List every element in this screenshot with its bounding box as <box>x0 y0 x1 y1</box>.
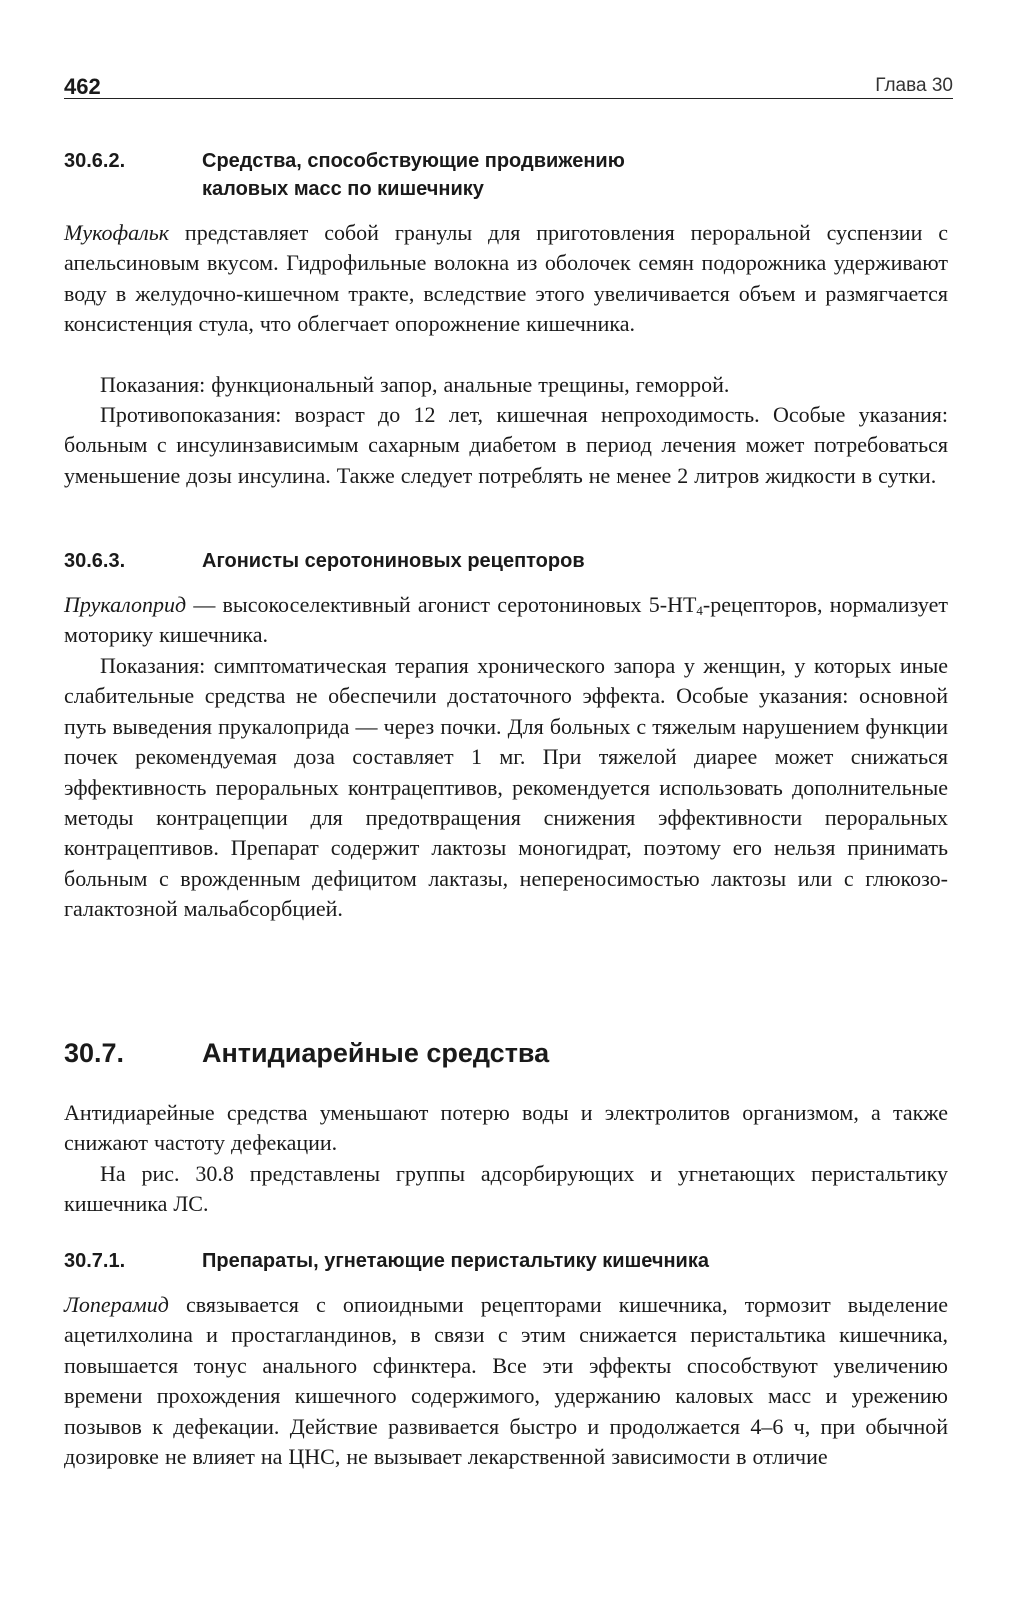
drug-name: Лоперамид <box>64 1292 169 1317</box>
paragraph-text: — высокоселективный агонист серотониновых 5-HT <box>186 592 697 617</box>
subscript: 4 <box>696 603 703 618</box>
paragraph-prucalopride <box>64 590 948 651</box>
section-number: 30.6.2. <box>64 150 126 172</box>
section-number: 30.7. <box>64 1038 125 1068</box>
section-title-line-1: Средства, способствующие продвижению <box>202 150 625 172</box>
section-title-line-2: каловых масс по кишечнику <box>202 178 484 200</box>
chapter-label: Глава 30 <box>875 75 953 96</box>
paragraph-text: -рецепторов, нормализует моторику кишечника. <box>64 592 948 648</box>
section-title: Антидиарейные средства <box>202 1038 550 1068</box>
paragraph-text: представляет собой гранулы для приготовления пероральной суспензии с апельсиновым вкусом. Гидрофильные волокна из оболочек семян подорожника удерживают воду в желудочно-кишечном тракте, вследствие этого увеличивается объем и размягчается консистенция стула, что облегчает опорожнение кишечника. <box>64 220 948 337</box>
paragraph-loperamide <box>64 1290 948 1472</box>
paragraph-text: связывается с опиоидными рецепторами кишечника, тормозит выделение ацетилхолина и простагландинов, в связи с этим снижается перистальтика кишечника, повышается тонус анального сфинктера. Все эти эффекты способствуют увеличению времени прохождения кишечного содержимого, удержанию каловых масс и урежению позывов к дефекации. Действие развивается быстро и продолжается 4–6 ч, при обычной дозировке не влияет на ЦНС, не вызывает лекарственной зависимости в отличие <box>64 1292 948 1470</box>
paragraph-indications: Показания: функциональный запор, анальные трещины, геморрой. <box>100 372 730 397</box>
section-number: 30.7.1. <box>64 1250 126 1272</box>
paragraph-prucalopride-indications: Показания: симптоматическая терапия хронического запора у женщин, у которых иные слабительные средства не обеспечили достаточного эффекта. Особые указания: основной путь выведения прукалоприда — через почки. Для больных с тяжелым нарушением функции почек рекомендуемая доза составляет 1 мг. При тяжелой диарее может снижаться эффективность пероральных контрацептивов, рекомендуется использовать дополнительные методы контрацепции для предотвращения снижения эффективности пероральных контрацептивов. Препарат содержит лактозы моногидрат, поэтому его нельзя принимать больным с врожденным дефицитом лактазы, непереносимостью лактозы или с глюкозо-галактозной мальабсорбцией. <box>64 653 948 922</box>
paragraph-antidiarrheal-intro: Антидиарейные средства уменьшают потерю воды и электролитов организмом, а также снижают частоту дефекации. <box>64 1100 948 1156</box>
drug-name: Прукалоприд <box>64 592 187 617</box>
section-title <box>202 147 902 203</box>
section-number: 30.6.3. <box>64 550 126 572</box>
section-title: Агонисты серотониновых рецепторов <box>202 550 585 572</box>
page-number: 462 <box>64 74 101 99</box>
running-head <box>64 70 953 99</box>
paragraph-mucofalk <box>64 218 948 340</box>
paragraph-figure-reference: На рис. 30.8 представлены группы адсорбирующих и угнетающих перистальтику кишечника ЛС. <box>64 1161 948 1217</box>
section-title: Препараты, угнетающие перистальтику кишечника <box>202 1250 709 1272</box>
paragraph-contraindications: Противопоказания: возраст до 12 лет, кишечная непроходимость. Особые указания: больным с инсулинзависимым сахарным диабетом в период лечения может потребоваться уменьшение дозы инсулина. Также следует потреблять не менее 2 литров жидкости в сутки. <box>64 402 948 488</box>
drug-name: Мукофальк <box>64 220 170 245</box>
